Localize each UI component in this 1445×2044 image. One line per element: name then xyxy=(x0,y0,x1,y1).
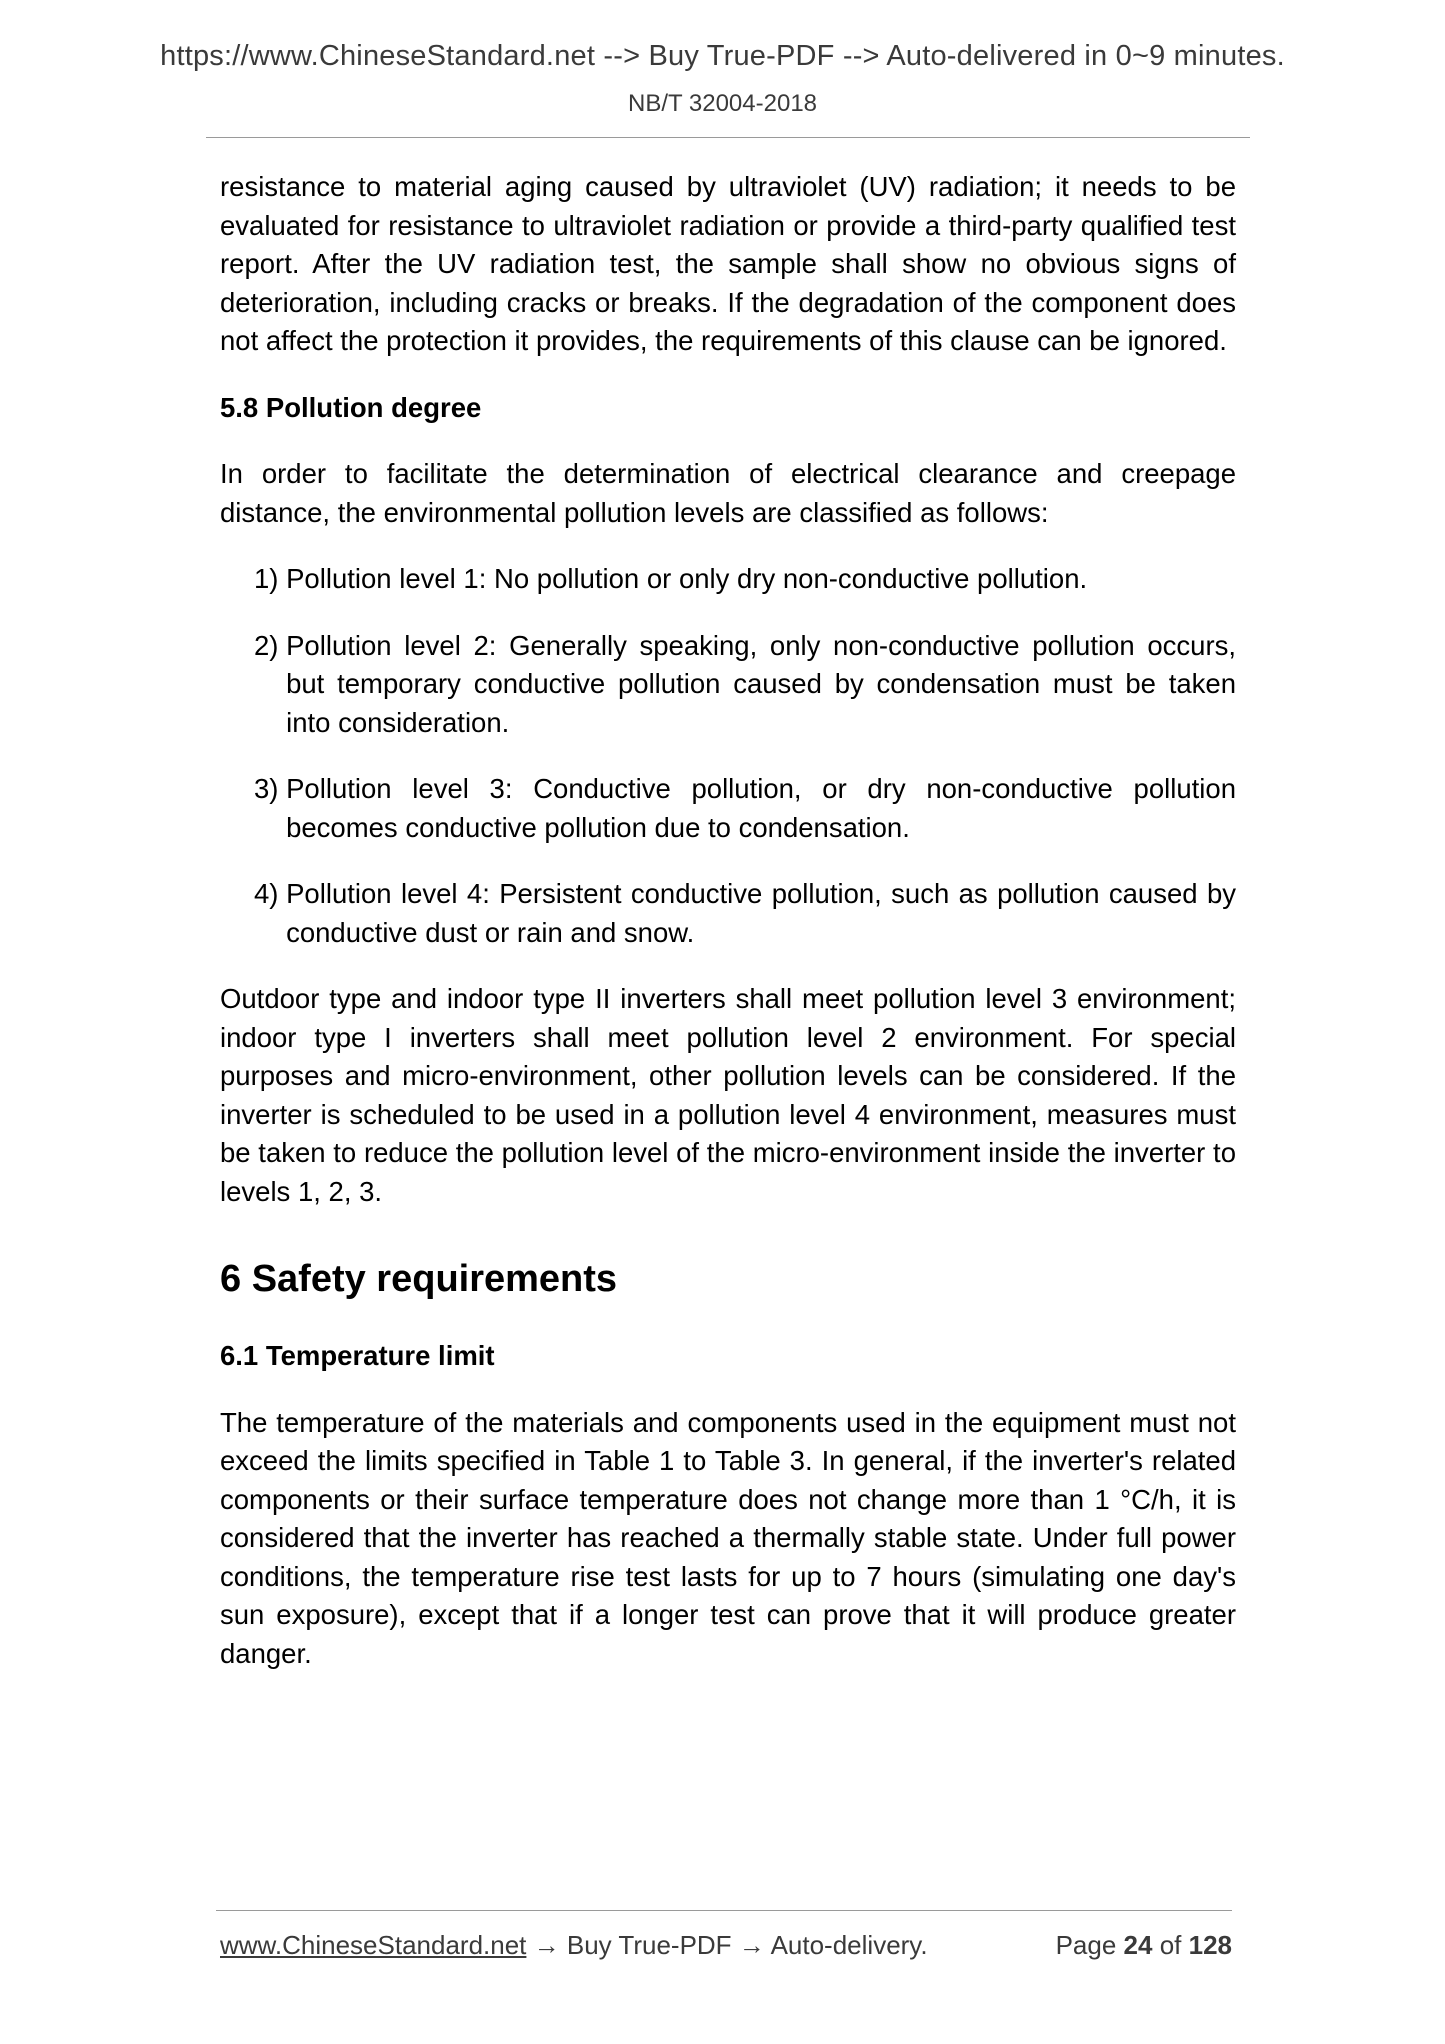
footer-divider xyxy=(216,1910,1232,1911)
footer-promo-text: → Buy True-PDF → Auto-delivery. xyxy=(526,1930,928,1960)
intro-paragraph: resistance to material aging caused by ultraviolet (UV) radiation; it needs to be evaluated for resistance to ultraviolet radiation or provide a third-party qualified test report. After the UV radiation test, the sample shall show no obvious signs of deterioration, including cracks or breaks. If the degradation of the component does not affect the protection it provides, the requirements of this clause can be ignored. xyxy=(220,171,1236,356)
list-item-number: 1) xyxy=(254,563,287,594)
document-body xyxy=(220,168,1236,1673)
pollution-lead-paragraph: In order to facilitate the determination of electrical clearance and creepage distance, the environmental pollution levels are classified as follows: xyxy=(220,458,1236,528)
list-item xyxy=(254,875,1236,952)
header-divider xyxy=(206,137,1250,138)
list-item xyxy=(254,627,1236,743)
section-heading-5-8: 5.8 Pollution degree xyxy=(220,391,482,423)
page-footer xyxy=(220,1930,1232,1961)
temperature-limit-paragraph: The temperature of the materials and components used in the equipment must not exceed the limits specified in Table 1 to Table 3. In general, if the inverter's related components or their surface temperature does not change more than 1 °C/h, it is considered that the inverter has reached a thermally stable state. Under full power conditions, the temperature rise test lasts for up to 7 hours (simulating one day's sun exposure), except that if a longer test can prove that it will produce greater danger. xyxy=(220,1406,1236,1669)
list-item-text: Pollution level 2: Generally speaking, only non-conductive pollution occurs, but temporary conductive pollution caused by condensation must be taken into consideration. xyxy=(286,629,1236,738)
list-item-text: Pollution level 4: Persistent conductive pollution, such as pollution caused by conductive dust or rain and snow. xyxy=(286,878,1236,948)
pollution-closing-paragraph: Outdoor type and indoor type II inverters shall meet pollution level 3 environment; indoor type I inverters shall meet pollution level 2 environment. For special purposes and micro-environment, other pollution levels can be considered. If the inverter is scheduled to be used in a pollution level 4 environment, measures must be taken to reduce the pollution level of the micro-environment inside the inverter to levels 1, 2, 3. xyxy=(220,983,1236,1207)
standard-code: NB/T 32004-2018 xyxy=(627,90,818,117)
section-heading-6: 6 Safety requirements xyxy=(220,1258,618,1300)
footer-promo xyxy=(220,1930,928,1961)
list-item-text: Pollution level 3: Conductive pollution, or dry non-conductive pollution becomes conductive pollution due to condensation. xyxy=(286,773,1236,843)
page-label: Page xyxy=(1055,1930,1117,1960)
list-item-number: 2) xyxy=(254,629,287,661)
footer-site-link[interactable]: www.ChineseStandard.net xyxy=(220,1930,527,1960)
page-indicator xyxy=(1056,1930,1232,1961)
page-number: 24 xyxy=(1123,1930,1153,1960)
list-item-number: 4) xyxy=(254,878,287,909)
page-total: 128 xyxy=(1188,1930,1232,1960)
list-item-number: 3) xyxy=(254,773,287,804)
list-item xyxy=(254,560,1236,599)
section-heading-6-1: 6.1 Temperature limit xyxy=(220,1340,495,1371)
of-label: of xyxy=(1159,1930,1182,1960)
top-banner: https://www.ChineseStandard.net --> Buy True-PDF --> Auto-delivered in 0~9 minutes. xyxy=(160,40,1285,72)
list-item xyxy=(254,770,1236,847)
list-item-text: Pollution level 1: No pollution or only dry non-conductive pollution. xyxy=(286,563,1088,594)
